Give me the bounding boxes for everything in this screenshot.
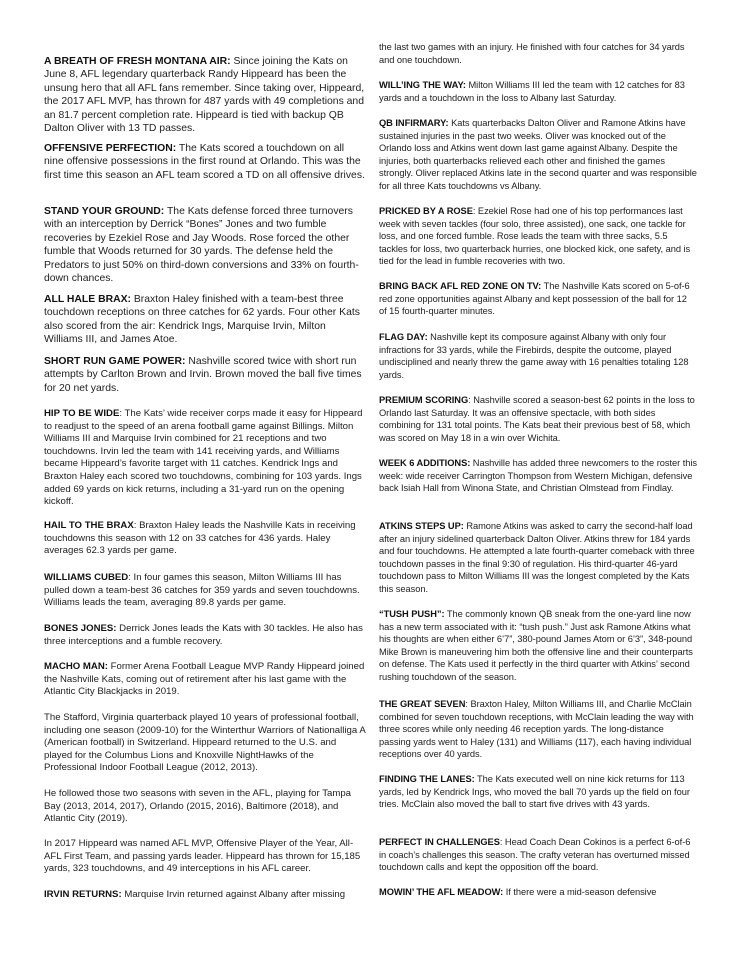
item-body: In 2017 Hippeard was named AFL MVP, Offensive Player of the Year, All-AFL First Team, and passing yards leader. Hippeard has thrown for 15,185 yards, 323 touchdowns, and 49 interceptions in his AFL career. — [44, 838, 361, 875]
item-body: The commonly known QB sneak from the one-yard line now has a new term associated with it: “tush push.” Just ask Ramone Atkins what his thoughts are when either 6’7”, 380-pound James Atom or 6’3”, 348-pound Mike Brown is maneuvering him both the offensive line and their counterparts on defense. The Kats used it perfectly in the third quarter with Atkins’ second rushing touchdown of the season. — [379, 609, 693, 682]
item-heading: WILLIAMS CUBED — [44, 572, 129, 583]
item-heading: WEEK 6 ADDITIONS: — [379, 458, 471, 468]
item-all-hale-brax — [44, 293, 366, 347]
item-heading: STAND YOUR GROUND: — [44, 206, 165, 217]
item-body: : Ezekiel Rose had one of his top performances last week with seven tackles (four solo, three assisted), one sack, one tackle for loss, and one forced fumble. Rose leads the team with three sacks, 5.5 tackles for loss, two quarterback hurries, one blocked kick, one safety, and is tied for the lead in fumble recoveries with two. — [379, 206, 691, 267]
item-qb-infirmary — [379, 117, 697, 193]
item-heading: MOWIN’ THE AFL MEADOW: — [379, 887, 504, 897]
item-heading: FINDING THE LANES: — [379, 774, 475, 784]
item-body: : Nashville scored a season-best 62 points in the loss to Orlando last Saturday. It was an offensive spectacle, with both sides combining for 131 total points. The Kats beat their previous best of 58, which was scored on May 18 in a win over Wichita. — [379, 395, 695, 443]
item-williams-cubed — [44, 572, 366, 610]
item-heading: FLAG DAY: — [379, 332, 428, 342]
item-heading: WILL’ING THE WAY: — [379, 80, 466, 90]
item-body: The Kats executed well on nine kick returns for 113 yards, led by Kendrick Ings, who moved the ball 70 yards up the field on four tries. McClain also moved the ball to start five drives with 43 yards. — [379, 774, 690, 810]
item-heading: SHORT RUN GAME POWER: — [44, 356, 186, 367]
item-short-run-game-power — [44, 355, 366, 395]
item-heading: OFFENSIVE PERFECTION: — [44, 143, 177, 154]
item-body: Nashville scored twice with short run attempts by Carlton Brown and Irvin. Brown moved the ball five times for 20 net yards. — [44, 356, 362, 394]
item-body: If there were a mid-season defensive — [503, 887, 657, 897]
item-hip-to-be-wide — [44, 408, 366, 509]
item-stafford-bio — [44, 712, 366, 775]
item-body: The Kats scored a touchdown on all nine offensive possessions in the first round at Orlando. This was the first time this season an AFL team scored a TD on all offensive drives. — [44, 143, 365, 181]
item-macho-man — [44, 661, 366, 699]
item-body: : Head Coach Dean Cokinos is a perfect 6-of-6 in coach’s challenges this season. The crafty veteran has overturned missed touchdown calls and kept the opposition off the board. — [379, 837, 691, 873]
item-2017-mvp — [44, 838, 366, 876]
item-red-zone — [379, 280, 697, 318]
item-body: The Nashville Kats scored on 5-of-6 red zone opportunities against Albany and kept possession of the ball for 12 of 15 fourth-quarter minutes. — [379, 281, 690, 317]
item-body: Milton Williams III led the team with 12 catches for 83 yards and a touchdown in the loss to Albany last Saturday. — [379, 80, 685, 103]
item-body: : Braxton Haley, Milton Williams III, and Charlie McClain combined for seven touchdown receptions, with McClain leading the way with three scores while only needing 46 reception yards. The long-distance passing yards went to Haley (131) and Williams (117), each having individual receptions over 40 yards. — [379, 699, 694, 760]
item-body: Nashville kept its composure against Albany with only four infractions for 33 yards, while the Firebirds, despite the outcome, played undisciplined and nearly threw the game away with 16 penalties totaling 128 yards. — [379, 332, 689, 380]
item-perfect-in-challenges — [379, 836, 697, 874]
item-flag-day — [379, 331, 697, 381]
item-irvin-returns — [44, 889, 366, 902]
item-heading: “TUSH PUSH”: — [379, 609, 445, 619]
item-heading: QB INFIRMARY: — [379, 118, 449, 128]
item-body: The Kats defense forced three turnovers with an interception by Derrick “Bones” Jones and two fumble recoveries by Ezekiel Rose and Jay Woods. Rose forced the other fumble that Woods returned for 30 yards. The defense held the Predators to just 50% on third-down conversions and 33% on fourth-down chances. — [44, 206, 359, 285]
item-heading: ATKINS STEPS UP: — [379, 521, 464, 531]
item-week-6-additions — [379, 457, 697, 495]
item-great-seven — [379, 698, 697, 761]
item-atkins-steps-up — [379, 520, 697, 596]
item-body: Marquise Irvin returned against Albany after missing — [121, 889, 346, 900]
item-stand-your-ground — [44, 205, 366, 285]
item-irvin-continued — [379, 41, 697, 66]
item-heading: ALL HALE BRAX: — [44, 294, 131, 305]
item-hail-to-the-brax — [44, 520, 366, 558]
item-finding-the-lanes — [379, 773, 697, 811]
item-body: Former Arena Football League MVP Randy Hippeard joined the Nashville Kats, coming out of retirement after his last game with the Atlantic City Blackjacks in 2019. — [44, 661, 365, 698]
item-heading: PREMIUM SCORING — [379, 395, 469, 405]
item-heading: HAIL TO THE BRAX — [44, 520, 134, 531]
item-tush-push — [379, 608, 697, 684]
item-body: Since joining the Kats on June 8, AFL legendary quarterback Randy Hippeard has been the unsung hero that all AFL fans remember. Since taking over, Hippeard, the 2017 AFL MVP, has thrown for 487 yards with 49 completions and an 81.7 percent completion rate. Hippeard is tied with backup QB Dalton Oliver with 13 TD passes. — [44, 56, 365, 135]
item-heading: IRVIN RETURNS: — [44, 889, 122, 900]
item-body: : In four games this season, Milton Williams III has pulled down a team-best 36 catches for 359 yards and seven touchdowns. Williams leads the team, averaging 89.8 yards per game. — [44, 572, 360, 609]
item-body: : Braxton Haley leads the Nashville Kats in receiving touchdowns this season with 12 on 33 catches for 436 yards. Haley averages 62.3 yards per game. — [44, 520, 356, 557]
item-fresh-montana-air — [44, 55, 366, 135]
item-premium-scoring — [379, 394, 697, 444]
item-body: the last two games with an injury. He finished with four catches for 34 yards and one touchdown. — [379, 42, 685, 65]
item-afl-seasons — [44, 788, 366, 826]
item-heading: PRICKED BY A ROSE — [379, 206, 473, 216]
item-body: Ramone Atkins was asked to carry the second-half load after an injury sidelined quarterback Dalton Oliver. Atkins threw for 184 yards and four touchdowns. He attempted a late fourth-quarter comeback with three touchdown passes in the final 9:30 of regulation. His third-quarter 46-yard touchdown pass to Milton Williams III was the longest completed by the Kats this season. — [379, 521, 695, 594]
item-bones-jones — [44, 623, 366, 648]
item-body: Kats quarterbacks Dalton Oliver and Ramone Atkins have sustained injuries in the past two weeks. Oliver was knocked out of the Orlando loss and Atkins went down last game against Albany. Despite the injuries, both quarterbacks relieved each other and finished the games strongly. Oliver replaced Atkins late in the second quarter and was responsible for all three Kats touchdowns vs Albany. — [379, 118, 697, 191]
item-body: : The Kats’ wide receiver corps made it easy for Hippeard to readjust to the speed of an arena football game against Billings. Milton Williams III and Marquise Irvin combined for 21 receptions and two touchdowns. Irvin led the team with 141 receiving yards, and Williams became Hippeard’s favorite target with 11 catches. Kendrick Ings and Braxton Haley each scored two touchdowns, combining for 103 yards. Ings added 69 yards on kick returns, including a 31-yard run on the opening kickoff. — [44, 408, 363, 508]
item-heading: A BREATH OF FRESH MONTANA AIR: — [44, 56, 231, 67]
item-body: Derrick Jones leads the Kats with 30 tackles. He also has three interceptions and a fumble recovery. — [44, 623, 363, 647]
item-body: Braxton Haley finished with a team-best three touchdown receptions on three catches for 62 yards. Four other Kats also scored from the air: Kendrick Ings, Marquise Irvin, Milton Williams III, and James Atoe. — [44, 294, 360, 346]
item-body: Nashville has added three newcomers to the roster this week: wide receiver Carrington Thompson from Western Michigan, defensive back Isiah Hall from Winona State, and Christian Olmstead from Findlay. — [379, 458, 697, 494]
item-body: He followed those two seasons with seven in the AFL, playing for Tampa Bay (2013, 2014, 2017), Orlando (2015, 2016), Baltimore (2018), and Atlantic City (2019). — [44, 788, 351, 825]
item-heading: BRING BACK AFL RED ZONE ON TV: — [379, 281, 542, 291]
item-heading: PERFECT IN CHALLENGES — [379, 837, 500, 847]
item-body: The Stafford, Virginia quarterback played 10 years of professional football, including one season (2009-10) for the Winterthur Warriors of Nationalliga A (American football) in Switzerland. Hippeard returned to the U.S. and played for the Columbus Lions and Knoxville NightHawks of the Professional Indoor Football League (2012, 2013). — [44, 712, 366, 774]
item-offensive-perfection — [44, 142, 366, 182]
item-heading: THE GREAT SEVEN — [379, 699, 466, 709]
item-heading: BONES JONES: — [44, 623, 117, 634]
item-pricked-by-a-rose — [379, 205, 697, 268]
item-willing-the-way — [379, 79, 697, 104]
item-mowin-afl-meadow — [379, 886, 697, 899]
item-heading: HIP TO BE WIDE — [44, 408, 120, 419]
item-heading: MACHO MAN: — [44, 661, 108, 672]
